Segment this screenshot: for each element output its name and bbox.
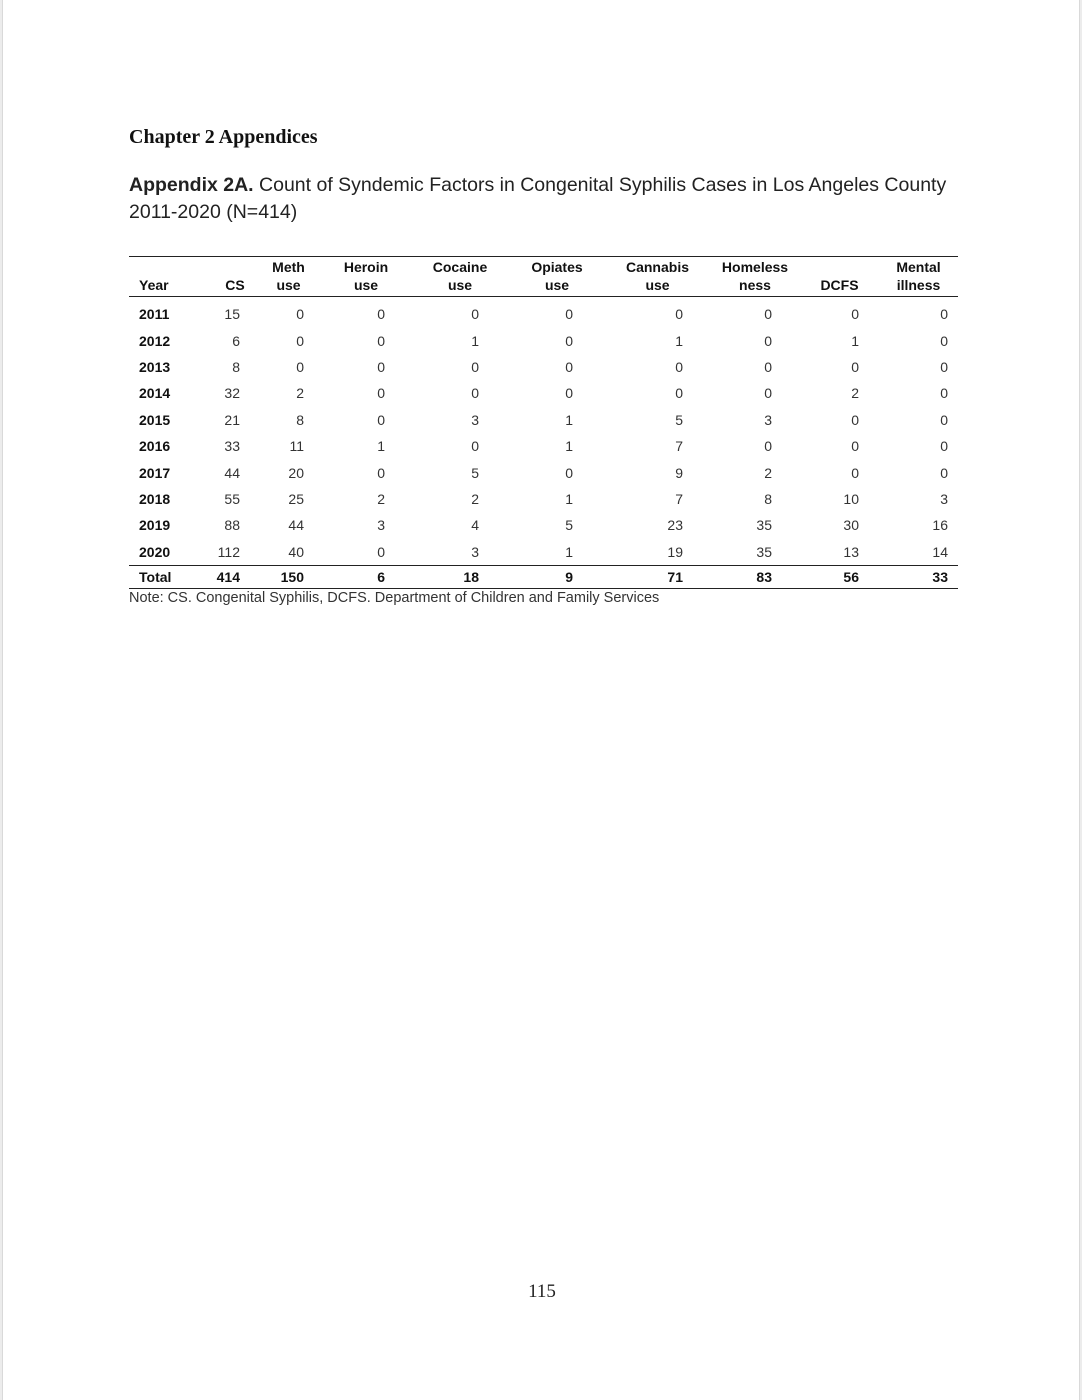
column-header-line1 (214, 258, 256, 276)
row-label: 2013 (139, 358, 171, 375)
table-cell: 0 (940, 306, 948, 323)
page-number: 115 (528, 1281, 556, 1302)
table-cell: 1 (565, 490, 573, 507)
column-header-line2: use (645, 277, 670, 293)
column-header-line1: Meth (272, 259, 305, 275)
table-cell: 0 (377, 358, 385, 375)
table-cell: 9 (675, 464, 683, 481)
table-total-row (129, 565, 958, 588)
column-header-line1: Cocaine (432, 259, 488, 275)
table-cell: 0 (940, 385, 948, 402)
caption-label: Appendix 2A. (129, 174, 254, 196)
table-cell: 0 (565, 385, 573, 402)
column-header-line1: Cannabis (625, 259, 689, 275)
table-cell: 3 (764, 411, 772, 428)
table-header-row (129, 257, 958, 297)
table-cell: 0 (565, 358, 573, 375)
table-cell: 0 (940, 464, 948, 481)
table-cell: 0 (471, 438, 479, 455)
table-cell: 112 (217, 543, 240, 560)
table-cell: 2 (764, 464, 772, 481)
table-cell: 3 (940, 490, 948, 507)
table-cell: 414 (214, 565, 256, 588)
table-cell: 0 (565, 306, 573, 323)
column-header-line2: use (353, 277, 379, 293)
table-cell: 0 (296, 306, 304, 323)
table-row (129, 539, 958, 566)
table-cell: 10 (843, 490, 859, 507)
column-header (129, 257, 214, 297)
column-header-line1 (139, 258, 214, 276)
table-cell: 56 (800, 565, 879, 588)
table-cell: 0 (940, 438, 948, 455)
table-row (129, 354, 958, 380)
table-cell: 0 (471, 306, 479, 323)
table-cell: 0 (565, 464, 573, 481)
column-header-line1: Homeless (721, 259, 789, 275)
table-cell: 1 (565, 438, 573, 455)
table-cell: 16 (932, 517, 948, 534)
table-cell: 30 (843, 517, 859, 534)
table-cell: 19 (667, 543, 683, 560)
column-header (879, 257, 958, 297)
table-cell: 1 (565, 411, 573, 428)
row-label: 2018 (139, 490, 171, 507)
table-cell: 6 (321, 565, 411, 588)
table-cell: 3 (377, 517, 385, 534)
caption-text: Count of Syndemic Factors in Congenital Syphilis Cases in Los Angeles County 2011-2020 (N=414) (129, 174, 947, 223)
chapter-title: Chapter 2 Appendices (129, 126, 318, 148)
table-cell: 0 (851, 306, 859, 323)
table-cell: 0 (565, 332, 573, 349)
table-cell: 0 (471, 358, 479, 375)
table-cell: 13 (843, 543, 859, 560)
column-header-line2: DCFS (820, 277, 859, 293)
table-cell: 0 (675, 385, 683, 402)
table-row (129, 512, 958, 538)
table-cell: 0 (675, 358, 683, 375)
table-cell: 0 (940, 411, 948, 428)
table-cell: 20 (288, 464, 304, 481)
table-cell: 0 (296, 358, 304, 375)
column-header-line2: illness (896, 277, 941, 293)
table-row (129, 380, 958, 406)
table-cell: 5 (471, 464, 479, 481)
table-cell: 0 (675, 306, 683, 323)
column-header-line1 (800, 258, 879, 276)
table-cell: 0 (377, 464, 385, 481)
column-header (800, 257, 879, 297)
table-cell: 7 (675, 490, 683, 507)
table-cell: 15 (224, 306, 240, 323)
table-cell: 0 (940, 332, 948, 349)
table-cell: 0 (296, 332, 304, 349)
column-header (256, 257, 321, 297)
table-cell: 0 (377, 306, 385, 323)
table-cell: 3 (471, 543, 479, 560)
table-cell: 8 (764, 490, 772, 507)
table-cell: 23 (667, 517, 683, 534)
table-row (129, 459, 958, 485)
table-cell: 40 (288, 543, 304, 560)
table-cell: 5 (675, 411, 683, 428)
table-cell: 0 (764, 385, 772, 402)
column-header (214, 257, 256, 297)
table-cell: 0 (377, 411, 385, 428)
table-cell: 1 (851, 332, 859, 349)
table-cell: 35 (756, 517, 772, 534)
table-cell: 1 (675, 332, 683, 349)
column-header-line2: ness (739, 277, 771, 293)
table-cell: 0 (851, 438, 859, 455)
table-cell: 2 (471, 490, 479, 507)
row-label: 2012 (139, 332, 171, 349)
document-page (2, 0, 1080, 1400)
column-header-line2: use (544, 277, 570, 293)
table-cell: 1 (565, 543, 573, 560)
table-cell: 2 (296, 385, 304, 402)
table-cell: 25 (288, 490, 304, 507)
table-cell: 0 (471, 385, 479, 402)
table-cell: 0 (851, 358, 859, 375)
column-header-line1: Opiates (531, 259, 583, 275)
table-cell: 11 (289, 438, 304, 455)
table-row (129, 407, 958, 433)
table-cell: 0 (851, 411, 859, 428)
table-cell: 8 (232, 358, 240, 375)
row-label: 2017 (139, 464, 171, 481)
column-header-line1: Mental (896, 259, 941, 275)
column-header (509, 257, 605, 297)
table-cell: 1 (377, 438, 385, 455)
column-header (321, 257, 411, 297)
column-header (605, 257, 710, 297)
table-cell: 55 (224, 490, 240, 507)
table-cell: 150 (256, 565, 321, 588)
table-cell: 4 (471, 517, 479, 534)
table-cell: 0 (764, 438, 772, 455)
table-row (129, 486, 958, 512)
table-cell: 0 (764, 358, 772, 375)
table-cell: 2 (377, 490, 385, 507)
table-cell: 35 (756, 543, 772, 560)
table-cell: 44 (288, 517, 304, 534)
column-header-line2: Year (139, 277, 169, 293)
table-cell: 21 (224, 411, 240, 428)
table-cell: 0 (764, 332, 772, 349)
table-cell: 32 (224, 385, 240, 402)
table-cell: 0 (940, 358, 948, 375)
column-header-line1: Heroin (343, 259, 389, 275)
table-cell: 5 (565, 517, 573, 534)
table-cell: 44 (224, 464, 240, 481)
row-label: 2011 (139, 306, 170, 323)
column-header (710, 257, 800, 297)
table-cell: 0 (764, 306, 772, 323)
table-row (129, 327, 958, 353)
table-cell: 0 (377, 332, 385, 349)
table-cell: 0 (377, 385, 385, 402)
table-cell: 33 (879, 565, 958, 588)
row-label: 2019 (139, 517, 171, 534)
table-cell: 1 (471, 332, 479, 349)
table-cell: 71 (605, 565, 710, 588)
row-label: Total (129, 565, 214, 588)
table-cell: 0 (851, 464, 859, 481)
row-label: 2020 (139, 543, 171, 560)
table-cell: 3 (471, 411, 479, 428)
row-label: 2016 (139, 438, 171, 455)
table-cell: 33 (224, 438, 240, 455)
table-row (129, 433, 958, 459)
table-cell: 8 (296, 411, 304, 428)
syndemic-factors-table (129, 256, 958, 589)
table-cell: 2 (851, 385, 859, 402)
table-cell: 88 (224, 517, 240, 534)
table-caption (129, 172, 949, 226)
table-row (129, 297, 958, 328)
column-header (411, 257, 509, 297)
column-header-line2: CS (225, 277, 245, 293)
table-cell: 14 (932, 543, 948, 560)
table-cell: 83 (710, 565, 800, 588)
row-label: 2014 (139, 385, 171, 402)
table-cell: 9 (509, 565, 605, 588)
table-cell: 18 (411, 565, 509, 588)
table-cell: 6 (232, 332, 240, 349)
column-header-line2: use (447, 277, 473, 293)
row-label: 2015 (139, 411, 171, 428)
table-cell: 7 (675, 438, 683, 455)
column-header-line2: use (276, 277, 301, 293)
table-cell: 0 (377, 543, 385, 560)
table-note: Note: CS. Congenital Syphilis, DCFS. Department of Children and Family Services (129, 590, 660, 606)
